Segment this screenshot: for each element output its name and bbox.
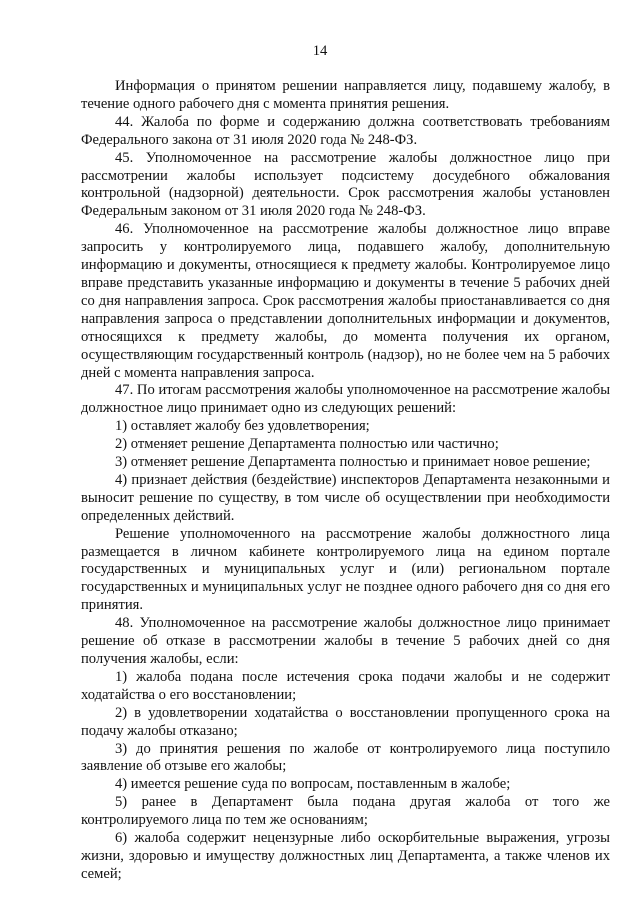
list-item-48-5: 5) ранее в Департамент была подана другая жалоба от того же контролируемого лица по тем же основаниям; (81, 794, 610, 829)
paragraph-47: 47. По итогам рассмотрения жалобы уполномоченное на рассмотрение жалобы должностное лицо принимает одно из следующих решений: (81, 382, 610, 417)
list-item-48-3: 3) до принятия решения по жалобе от контролируемого лица поступило заявление об отзыве его жалобы; (81, 740, 610, 775)
paragraph-44: 44. Жалоба по форме и содержанию должна соответствовать требованиям Федерального закона от 31 июля 2020 года № 248-ФЗ. (81, 113, 610, 148)
list-item-47-1: 1) оставляет жалобу без удовлетворения; (115, 418, 370, 435)
list-item-47-2: 2) отменяет решение Департамента полностью или частично; (115, 436, 499, 453)
paragraph-48: 48. Уполномоченное на рассмотрение жалобы должностное лицо принимает решение об отказе в рассмотрении жалобы в течение 5 рабочих дней со дня получения жалобы, если: (81, 615, 610, 667)
list-item-48-1: 1) жалоба подана после истечения срока подачи жалобы и не содержит ходатайства о его восстановлении; (81, 668, 610, 703)
list-item-47-4: 4) признает действия (бездействие) инспекторов Департамента незаконными и выносит решение по существу, в том числе об осуществлении при необходимости определенных действий. (81, 471, 610, 524)
list-item-47-3: 3) отменяет решение Департамента полностью и принимает новое решение; (115, 454, 591, 471)
list-item-48-2: 2) в удовлетворении ходатайства о восстановлении пропущенного срока на подачу жалобы отказано; (81, 704, 610, 739)
page-number: 14 (312, 43, 328, 59)
list-item-48-6: 6) жалоба содержит нецензурные либо оскорбительные выражения, угрозы жизни, здоровью и имуществу должностных лиц Департамента, а также членов их семей; (81, 830, 610, 882)
paragraph-46: 46. Уполномоченное на рассмотрение жалобы должностное лицо вправе запросить у контролируемого лица, подавшего жалобу, дополнительную информацию и документы, относящиеся к предмету жалобы. Контролируемое лицо вправе представить указанные информацию и документы в течение 5 рабочих дней со дня направления запроса. Срок рассмотрения жалобы приостанавливается со дня направления запроса о представлении дополнительных информации и документов, относящихся к предмету жалобы, до момента получения их органом, осуществляющим государственный контроль (надзор), но не более чем на 5 рабочих дней с момента направления запроса. (81, 221, 610, 381)
paragraph-decision-placement: Решение уполномоченного на рассмотрение жалобы должностного лица размещается в личном кабинете контролируемого лица на едином портале государственных и муниципальных услуг и (или) региональном портале государственных и муниципальных услуг не позднее одного рабочего дня со дня его принятия. (81, 525, 610, 614)
paragraph-45: 45. Уполномоченное на рассмотрение жалобы должностное лицо при рассмотрении жалобы использует подсистему досудебного обжалования контрольной (надзорной) деятельности. Срок рассмотрения жалобы установлен Федеральным законом от 31 июля 2020 года № 248-ФЗ. (81, 149, 610, 220)
paragraph-decision-notice: Информация о принятом решении направляется лицу, подавшему жалобу, в течение одного рабочего дня с момента принятия решения. (81, 78, 610, 112)
list-item-48-4: 4) имеется решение суда по вопросам, поставленным в жалобе; (115, 776, 511, 793)
document-body (81, 78, 610, 884)
